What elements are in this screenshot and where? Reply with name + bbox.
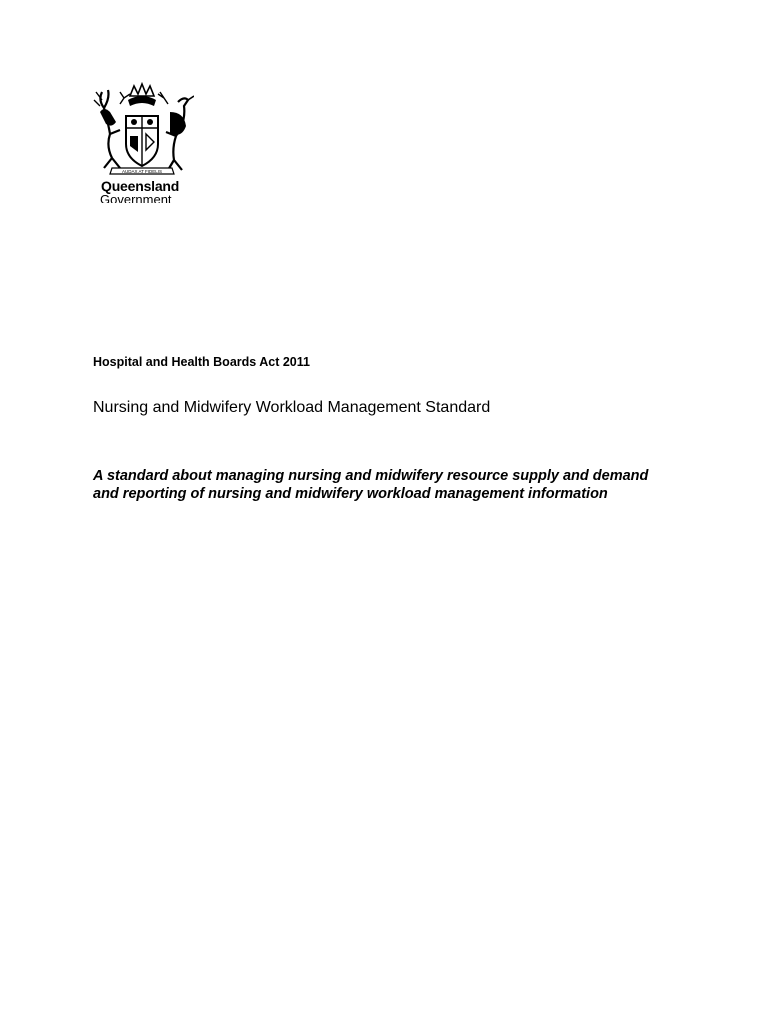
coat-of-arms-icon xyxy=(90,82,194,178)
logo-subtitle: Government xyxy=(100,192,172,203)
logo-motto: AUDAX AT FIDELIS xyxy=(121,169,163,174)
queensland-government-logo xyxy=(90,82,200,204)
act-title: Hospital and Health Boards Act 2011 xyxy=(93,355,310,369)
document-title: Nursing and Midwifery Workload Management Standard xyxy=(93,399,491,416)
logo-name: Queensland xyxy=(101,178,180,194)
document-subtitle: A standard about managing nursing and midwifery resource supply and demand and reporting of nursing and midwifery workload management information xyxy=(93,468,649,502)
